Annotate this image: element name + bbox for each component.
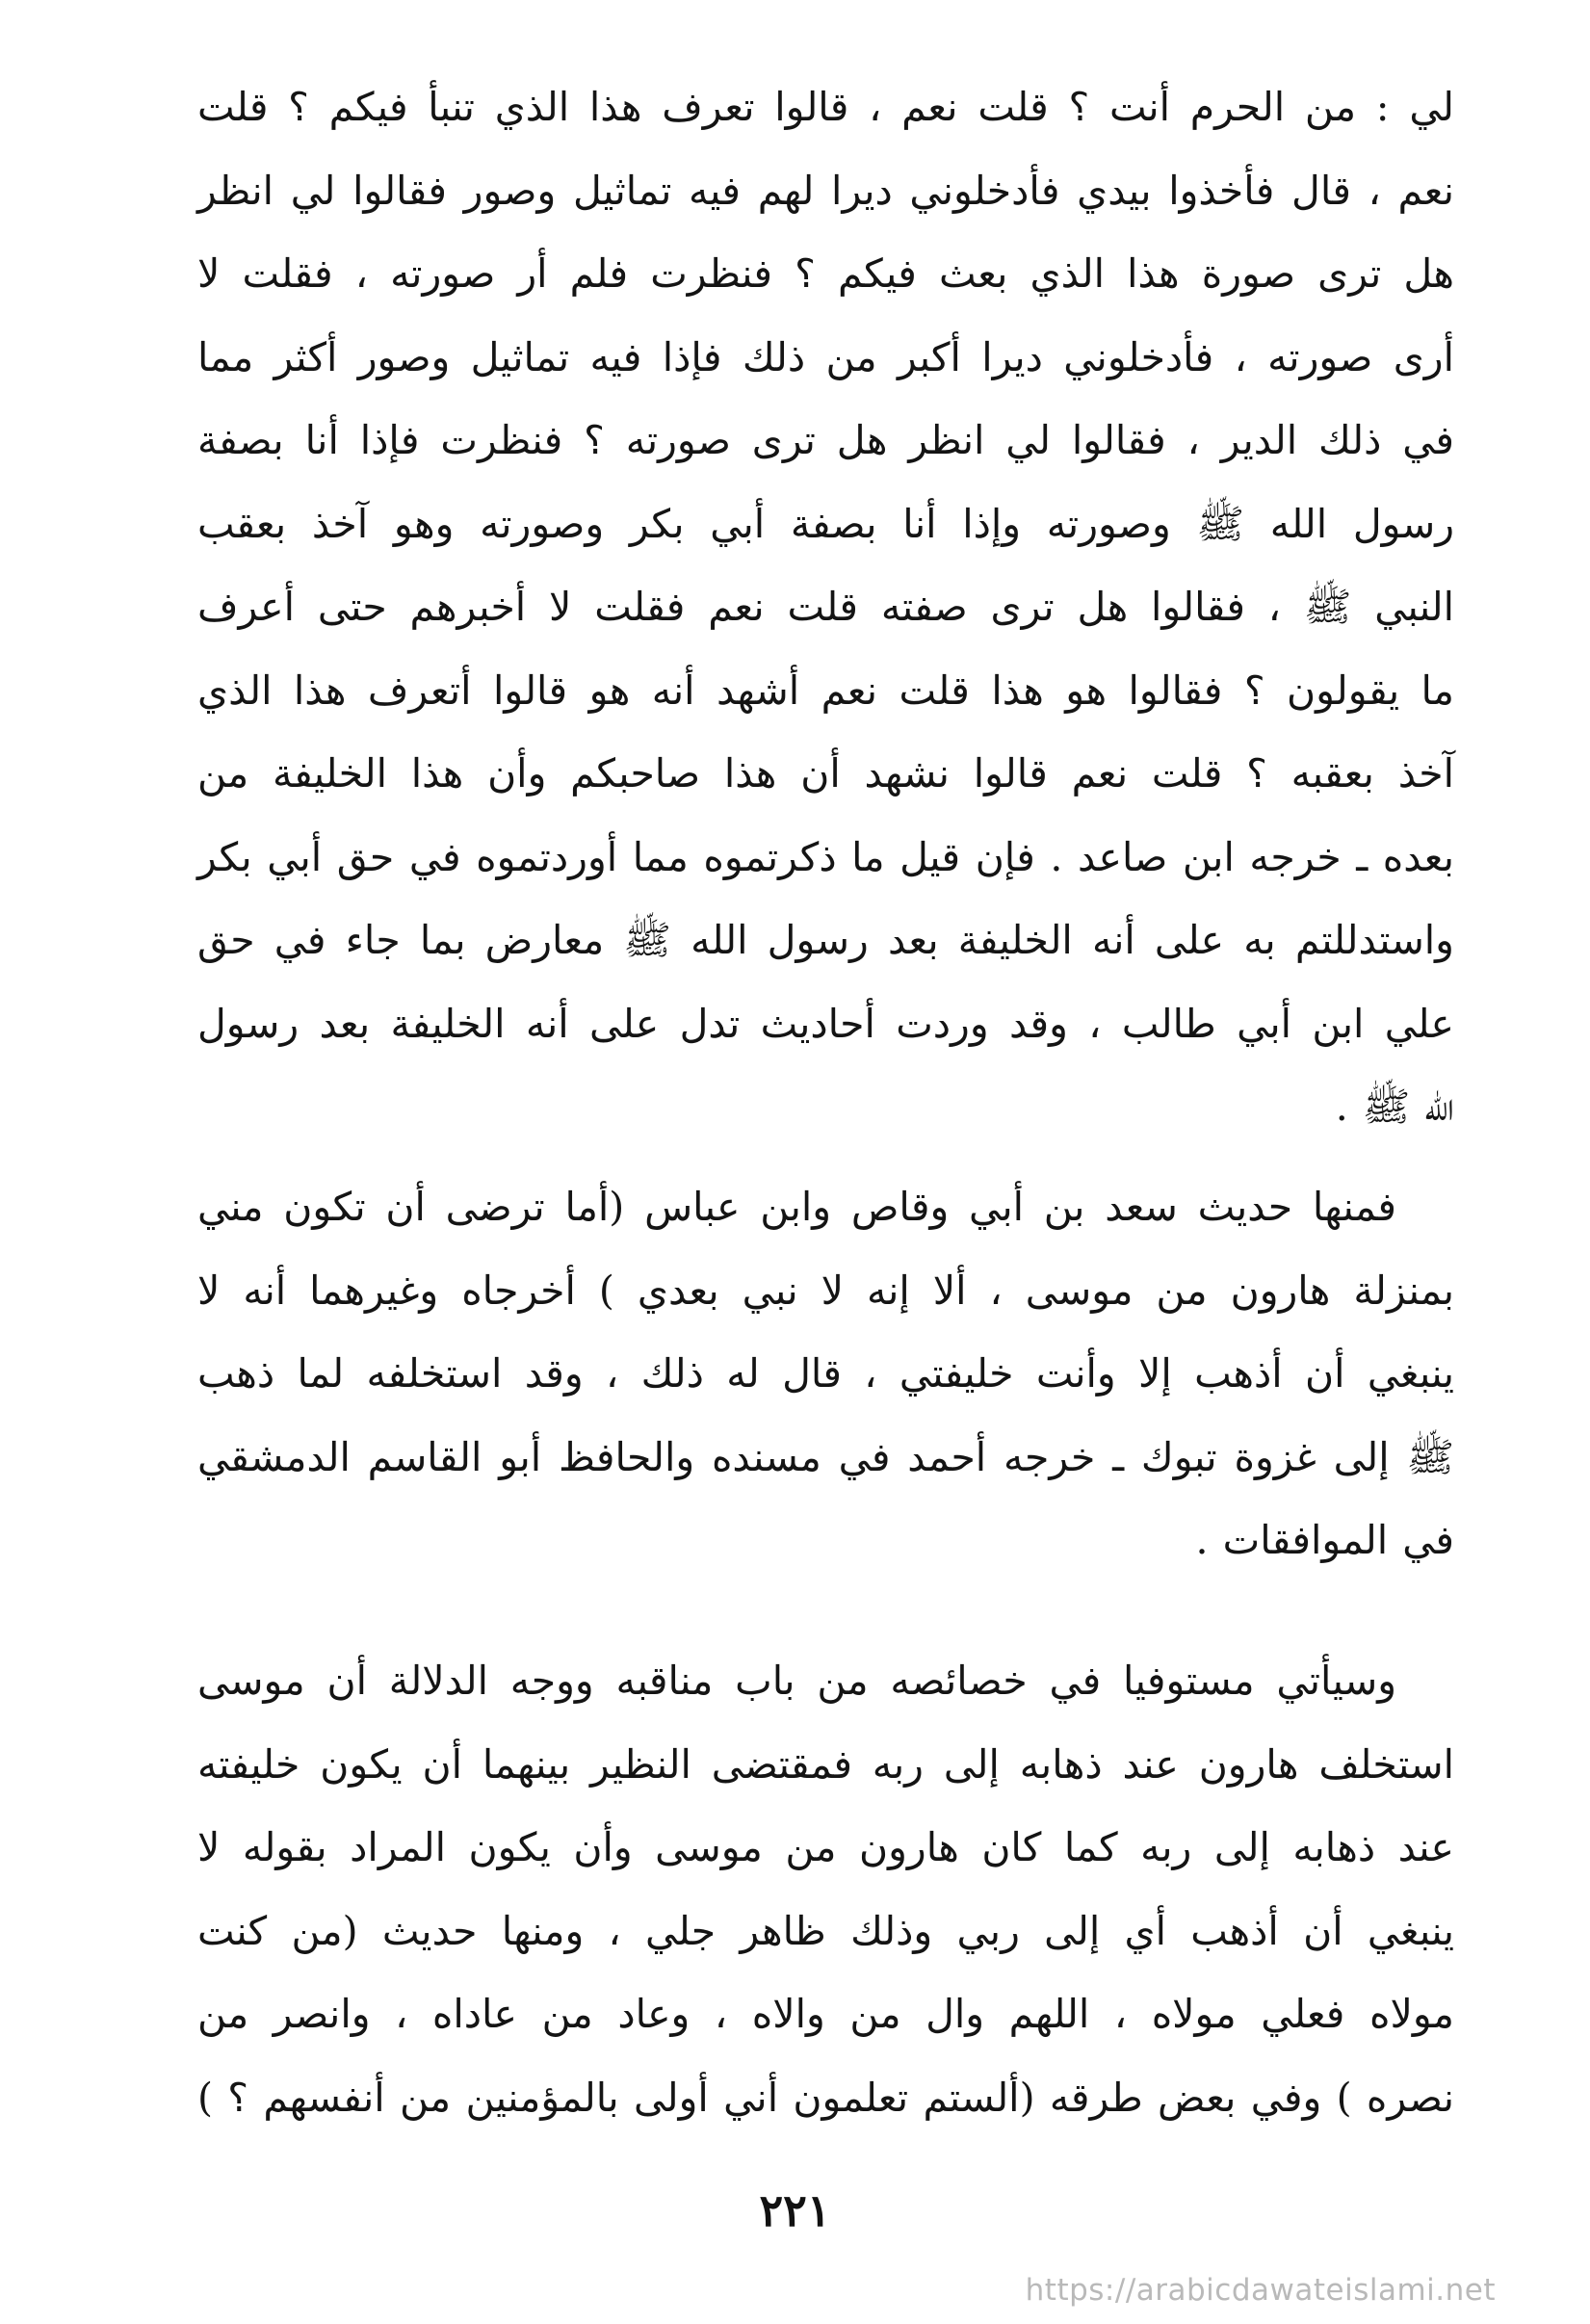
text-line: بمنزلة هارون من موسى ، ألا إنه لا نبي بعدي ) أخرجاه وغيرهما أنه لا — [197, 1266, 1454, 1314]
text-line: بعده ـ خرجه ابن صاعد . فإن قيل ما ذكرتموه مما أوردتموه في حق أبي بكر — [197, 833, 1454, 880]
text-line: علي ابن أبي طالب ، وقد وردت أحاديث تدل على أنه الخليفة بعد رسول — [197, 1000, 1454, 1047]
text-line: واستدللتم به على أنه الخليفة بعد رسول الله ﷺ معارض بما جاء في حق — [197, 917, 1454, 963]
text-line: مولاه فعلي مولاه ، اللهم وال من والاه ، وعاد من عاداه ، وانصر من — [197, 1991, 1454, 2037]
text-line: ﷺ إلى غزوة تبوك ـ خرجه أحمد في مسنده والحافظ أبو القاسم الدمشقي — [197, 1433, 1454, 1480]
text-line: ينبغي أن أذهب أي إلى ربي وذلك ظاهر جلي ، ومنها حديث (من كنت — [197, 1907, 1454, 1954]
text-line: الله ﷺ . — [1335, 1084, 1454, 1130]
text-line: آخذ بعقبه ؟ قلت نعم قالوا نشهد أن هذا صاحبكم وأن هذا الخليفة من — [197, 750, 1454, 796]
text-line: أرى صورته ، فأدخلوني ديرا أكبر من ذلك فإذا فيه تماثيل وصور أكثر مما — [197, 333, 1454, 380]
text-line: النبي ﷺ ، فقالوا هل ترى صفته قلت نعم فقلت لا أخبرهم حتى أعرف — [197, 584, 1454, 630]
paragraph-2 — [197, 1165, 1454, 1582]
text-line: في ذلك الدير ، فقالوا لي انظر هل ترى صورته ؟ فنظرت فإذا أنا بصفة — [197, 417, 1454, 463]
watermark-url: https://arabicdawateislami.net — [1025, 2273, 1496, 2308]
text-line: استخلف هارون عند ذهابه إلى ربه فمقتضى النظير بينهما أن يكون خليفته — [197, 1740, 1454, 1788]
page-number: ٢٢١ — [759, 2184, 831, 2236]
text-line: فمنها حديث سعد بن أبي وقاص وابن عباس (أما ترضى أن تكون مني — [197, 1184, 1396, 1230]
text-line: وسيأتي مستوفيا في خصائصه من باب مناقبه ووجه الدلالة أن موسى — [197, 1658, 1396, 1704]
text-line: عند ذهابه إلى ربه كما كان هارون من موسى وأن يكون المراد بقوله لا — [197, 1824, 1454, 1870]
text-line: في الموافقات . — [1195, 1517, 1454, 1563]
text-line: رسول الله ﷺ وصورته وإذا أنا بصفة أبي بكر وصورته وهو آخذ بعقب — [197, 500, 1454, 547]
text-line: نصره ) وفي بعض طرقه (ألستم تعلمون أني أولى بالمؤمنين من أنفسهم ؟ ) — [197, 2074, 1454, 2121]
text-line: ينبغي أن أذهب إلا وأنت خليفتي ، قال له ذلك ، وقد استخلفه لما ذهب — [197, 1350, 1454, 1397]
text-line: ما يقولون ؟ فقالوا هو هذا قلت نعم أشهد أنه هو قالوا أتعرف هذا الذي — [197, 666, 1454, 714]
text-line: نعم ، قال فأخذوا بيدي فأدخلوني ديرا لهم فيه تماثيل وصور فقالوا لي انظر — [197, 167, 1454, 214]
text-line: لي : من الحرم أنت ؟ قلت نعم ، قالوا تعرف هذا الذي تنبأ فيكم ؟ قلت — [197, 84, 1454, 130]
paragraph-1 — [197, 65, 1454, 1149]
paragraph-3 — [197, 1639, 1454, 2139]
text-line: هل ترى صورة هذا الذي بعث فيكم ؟ فنظرت فلم أر صورته ، فقلت لا — [197, 250, 1454, 297]
